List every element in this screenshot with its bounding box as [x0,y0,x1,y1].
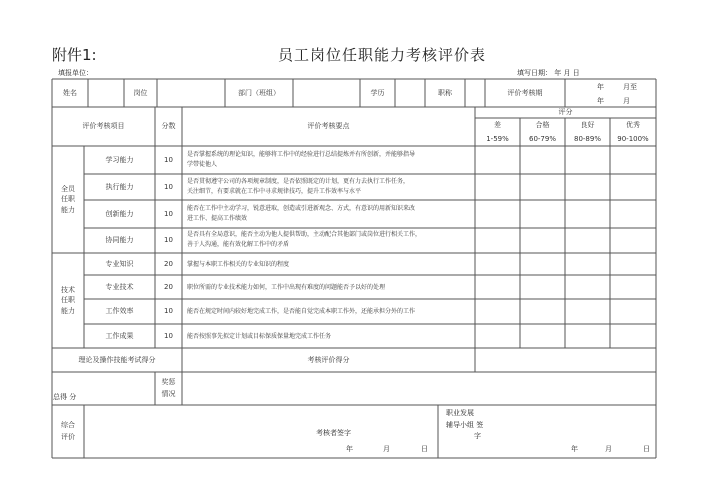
group-technical-ability [52,253,84,348]
assessor-date-year: 年 [346,445,353,453]
desc-learning-ability: 是否掌握系统的理论知识，能够将工作中的经验进行总结提炼并有所创新，并能够指导 学带徒他人 [187,151,416,168]
assessor-date-day: 日 [421,445,428,453]
career-development-label: 职业发展 辅导小组 签 字 [446,409,484,441]
score-work-efficiency: 10 [164,307,173,316]
theory-exam-score-label: 理论及操作技能考试得分 [78,355,156,364]
score-execution-ability: 10 [164,182,173,191]
period-from-year: 年 [597,83,604,91]
education-label: 学历 [370,88,385,97]
group-general-line1: 全员 [61,184,75,193]
desc-work-results: 能否按照事先拟定计划或目标保质保量地完成工作任务 [187,332,332,340]
score-header: 分数 [161,122,176,131]
assessment-period-label: 评价考核期 [507,88,543,97]
desc-professional-skill: 职位所需的专业技术能力如何，工作中出现有难度的问题能否予以好的处理 [187,283,386,291]
attachment-label: 附件1: [52,46,97,64]
group-technical-line3: 能力 [61,306,75,315]
item-work-efficiency: 工作效率 [105,307,134,316]
grade-excellent-range: 90-100% [617,134,649,143]
title-rank-label: 职称 [438,88,452,97]
score-professional-knowledge: 20 [164,259,173,268]
grade-good-range: 80-89% [574,134,601,143]
group-technical-line2: 任职 [61,296,75,305]
grade-pass-range: 60-79% [529,134,556,143]
reporting-unit-label: 填报单位： [58,69,93,77]
title-rank-value-field[interactable] [465,79,485,107]
period-from-month: 月至 [623,83,637,91]
score-learning-ability: 10 [164,155,173,164]
item-learning-ability: 学习能力 [105,155,134,164]
post-value-field[interactable] [157,79,225,107]
score-collaboration-ability: 10 [164,236,173,245]
group-general-line2: 任职 [61,195,75,204]
career-date-day: 日 [643,445,650,453]
item-professional-skill: 专业技术 [105,282,134,291]
group-general-ability [52,146,84,253]
desc-professional-knowledge: 掌握与本职工作相关的专业知识的程度 [187,260,290,268]
department-value-field[interactable] [293,79,360,107]
grade-poor-label: 差 [494,120,501,129]
item-execution-ability: 执行能力 [105,182,134,191]
department-label: 部门（班组） [238,88,280,97]
assessment-points-header: 评价考核要点 [307,122,350,131]
period-to-month: 月 [623,97,630,105]
grade-poor-range: 1-59% [486,134,509,143]
item-work-results: 工作成果 [105,331,134,340]
assessment-item-header: 评价考核项目 [82,122,125,131]
group-general-line3: 能力 [61,205,75,214]
fill-date-label: 填写日期： 年 月 日 [517,69,580,77]
overall-evaluation-label: 综合 评价 [61,420,75,441]
score-innovation-ability: 10 [164,209,173,218]
total-score-label: 总得 分 [53,393,77,401]
grade-excellent-label: 优秀 [626,120,640,129]
grade-good-label: 良好 [580,120,595,129]
assessment-score-label: 考核评价得分 [307,355,350,364]
desc-collaboration-ability: 是否具有全局意识，能否主动为他人提供帮助，主动配合其他部门或岗位进行相关工作， 善于人沟通，能有效化解工作中的矛盾 [187,231,422,248]
desc-innovation-ability: 能否在工作中主动学习，锐意进取，创造或引进新观念、方式，有意识的用新知识来改 进工作、提高工作绩效 [187,205,416,222]
score-work-results: 10 [164,331,173,340]
item-professional-knowledge: 专业知识 [105,259,134,268]
grade-pass-label: 合格 [535,120,550,129]
group-technical-line1: 技术 [61,285,75,294]
period-to-year: 年 [597,97,604,105]
assessor-date-month: 月 [383,445,390,453]
rating-header: 评分 [558,108,573,117]
post-label: 岗位 [133,88,148,97]
name-value-field[interactable] [88,79,124,107]
name-label: 姓名 [63,88,77,97]
career-date-year: 年 [571,445,578,453]
item-collaboration-ability: 协同能力 [105,236,134,245]
score-professional-skill: 20 [164,282,173,291]
desc-work-efficiency: 能否在规定时间内较好地完成工作，是否能自觉完成本职工作外，还能承担分外的工作 [187,308,416,315]
career-date-month: 月 [605,445,612,453]
reward-punishment-label: 奖惩 情况 [161,378,176,398]
desc-execution-ability: 是否贯彻遵守公司的各项规章制度，是否依照既定的计划，更有力去执行工作任务， 关注细节，有要求就在工作中寻求规律技巧，提升工作效率与水平 [187,178,410,195]
form-title: 员工岗位任职能力考核评价表 [278,46,487,64]
education-value-field[interactable] [395,79,425,107]
item-innovation-ability: 创新能力 [105,209,134,218]
assessor-signature-label: 考核者签字 [316,429,351,437]
